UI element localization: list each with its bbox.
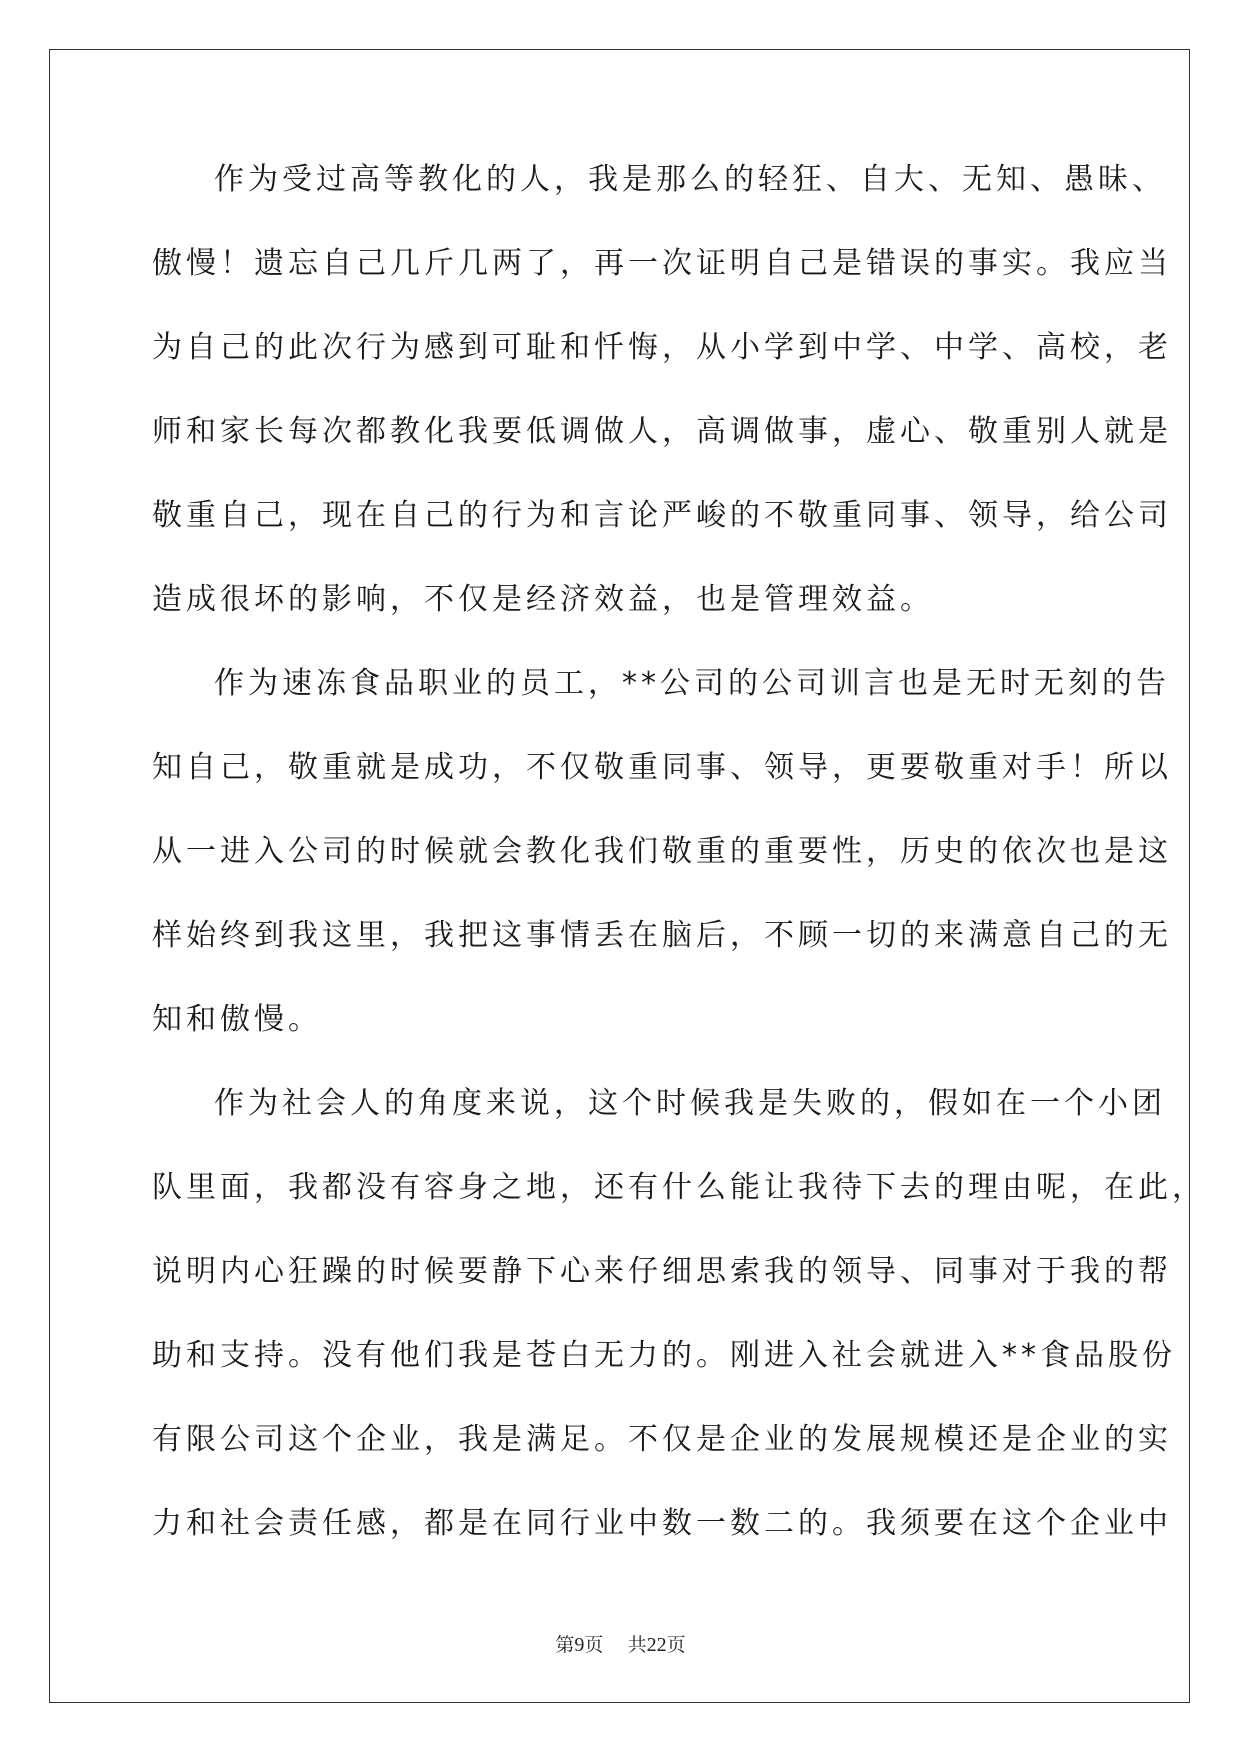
line-text: 傲慢！遗忘自己几斤几两了，再一次证明自己是错误的事实。我应当	[152, 246, 1172, 281]
text-line	[152, 1084, 1166, 1168]
line-text: 作为社会人的角度来说，这个时候我是失败的，假如在一个小团	[214, 1086, 1166, 1121]
text-line	[152, 412, 1172, 496]
text-line	[152, 1420, 1172, 1504]
text-line	[152, 1000, 1090, 1084]
footer-page-suffix: 页	[584, 1634, 604, 1656]
text-line	[152, 328, 1172, 412]
text-line	[152, 664, 1170, 748]
text-line	[152, 916, 1172, 1000]
line-text: 队里面，我都没有容身之地，还有什么能让我待下去的理由呢，在此，	[152, 1170, 1206, 1205]
line-text: 有限公司这个企业，我是满足。不仅是企业的发展规模还是企业的实	[152, 1422, 1172, 1457]
line-text: 知和傲慢。	[152, 1002, 322, 1037]
text-line	[152, 748, 1172, 832]
text-line	[152, 496, 1172, 580]
line-text: 从一进入公司的时候就会教化我们敬重的重要性，历史的依次也是这	[152, 834, 1172, 869]
footer-prefix: 第	[555, 1634, 575, 1656]
current-page-number: 9	[574, 1634, 585, 1656]
line-text: 师和家长每次都教化我要低调做人，高调做事，虚心、敬重别人就是	[152, 414, 1172, 449]
text-line	[152, 580, 1090, 664]
line-text: 力和社会责任感，都是在同行业中数一数二的。我须要在这个企业中	[152, 1506, 1172, 1541]
text-line	[152, 1168, 1206, 1252]
text-line	[152, 1336, 1176, 1420]
page-footer	[0, 1630, 1241, 1657]
document-body	[152, 160, 1206, 1588]
text-line	[152, 160, 1166, 244]
line-text: 造成很坏的影响，不仅是经济效益，也是管理效益。	[152, 582, 934, 617]
line-text: 敬重自己，现在自己的行为和言论严峻的不敬重同事、领导，给公司	[152, 498, 1172, 533]
text-line	[152, 1252, 1172, 1336]
footer-total-suffix: 页	[666, 1634, 686, 1656]
line-text: 为自己的此次行为感到可耻和忏悔，从小学到中学、中学、高校，老	[152, 330, 1172, 365]
line-text: 知自己，敬重就是成功，不仅敬重同事、领导，更要敬重对手！所以	[152, 750, 1172, 785]
text-line	[152, 1504, 1172, 1588]
line-text: 助和支持。没有他们我是苍白无力的。刚进入社会就进入**食品股份	[152, 1338, 1176, 1373]
line-text: 说明内心狂躁的时候要静下心来仔细思索我的领导、同事对于我的帮	[152, 1254, 1172, 1289]
line-text: 样始终到我这里，我把这事情丢在脑后，不顾一切的来满意自己的无	[152, 918, 1172, 953]
footer-total-prefix: 共	[627, 1634, 647, 1656]
line-text: 作为受过高等教化的人，我是那么的轻狂、自大、无知、愚昧、	[214, 162, 1166, 197]
text-line	[152, 244, 1172, 328]
line-text: 作为速冻食品职业的员工，**公司的公司训言也是无时无刻的告	[214, 666, 1170, 701]
total-page-count: 22	[646, 1634, 667, 1656]
text-line	[152, 832, 1172, 916]
